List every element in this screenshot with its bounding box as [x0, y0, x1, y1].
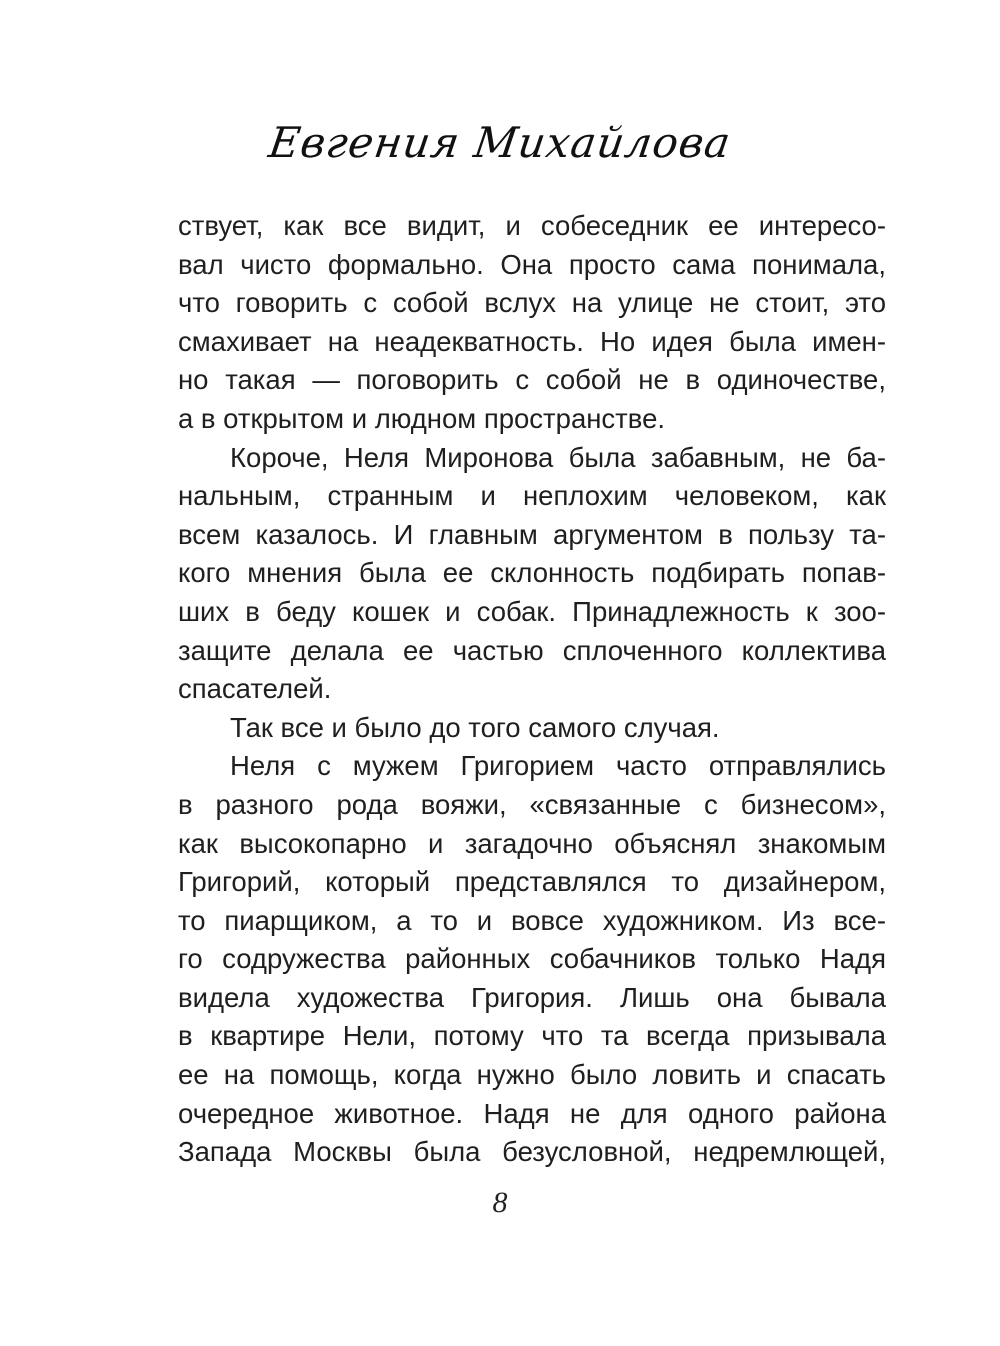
text-line: всем казалось. И главным аргументом в пользу та- [178, 518, 886, 550]
text-line: го содружества районных собачников только Надя [178, 943, 886, 975]
text-line: что говорить с собой вслух на улице не стоит, это [178, 287, 886, 319]
text-line: Запада Москвы была безусловной, недремлющей, [178, 1136, 886, 1168]
text-line: ее на помощь, когда нужно было ловить и спасать [178, 1059, 886, 1091]
text-line: кого мнения была ее склонность подбирать попав- [178, 557, 886, 589]
text-line: ствует, как все видит, и собеседник ее интересо- [178, 210, 886, 241]
text-line: очередное животное. Надя не для одного района [178, 1097, 886, 1129]
body-text [178, 207, 886, 1172]
text-line: ших в беду кошек и собак. Принадлежность к зоо- [178, 595, 886, 627]
text-line: как высокопарно и загадочно объяснял знакомым [178, 827, 886, 859]
page-number: 8 [492, 1186, 508, 1219]
text-line: спасателей. [178, 673, 332, 705]
text-line: нальным, странным и неплохим человеком, как [178, 480, 886, 512]
text-line: Короче, Неля Миронова была забавным, не ба- [230, 441, 886, 473]
text-line: видела художества Григория. Лишь она бывала [178, 981, 886, 1013]
text-line: смахивает на неадекватность. Но идея была имен- [178, 325, 886, 357]
text-line: в разного рода вояжи, «связанные с бизнесом», [178, 788, 886, 820]
text-line: Неля с мужем Григорием часто отправлялись [230, 750, 886, 782]
text-line: Так все и было до того самого случая. [230, 711, 720, 743]
text-line: но такая — поговорить с собой не в одиночестве, [178, 364, 886, 396]
text-line: то пиарщиком, а то и вовсе художником. Из все- [178, 904, 886, 936]
text-line: Григорий, который представлялся то дизайнером, [178, 866, 886, 898]
text-line: в квартире Нели, потому что та всегда призывала [178, 1020, 886, 1052]
text-line: вал чисто формально. Она просто сама понимала, [178, 248, 886, 280]
running-header-author: Евгения Михайлова [265, 118, 735, 167]
text-line: защите делала ее частью сплоченного коллектива [178, 634, 886, 666]
text-line: а в открытом и людном пространстве. [178, 402, 666, 434]
